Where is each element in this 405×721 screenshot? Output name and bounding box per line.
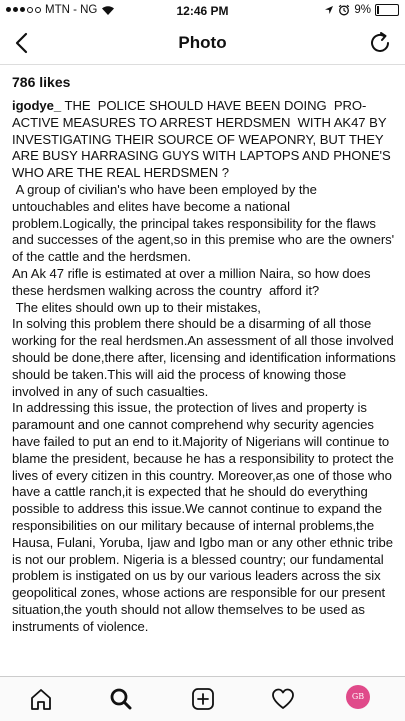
refresh-icon[interactable] bbox=[367, 30, 393, 56]
battery-icon bbox=[375, 4, 399, 16]
status-right bbox=[324, 4, 399, 16]
caption-username[interactable]: igodye_ bbox=[12, 98, 62, 113]
battery-level bbox=[377, 6, 379, 14]
alarm-icon bbox=[338, 4, 350, 16]
status-bar bbox=[0, 0, 405, 22]
likes-count[interactable]: 786 likes bbox=[12, 74, 71, 90]
profile-avatar[interactable]: GB bbox=[346, 685, 370, 709]
battery-percent: 9% bbox=[354, 4, 371, 16]
search-icon[interactable] bbox=[108, 686, 134, 712]
tab-bar bbox=[0, 676, 405, 721]
carrier-label: MTN - NG bbox=[45, 4, 98, 16]
caption-text: THE POLICE SHOULD HAVE BEEN DOING PRO-ACTIVE MEASURES TO ARREST HERDSMEN WITH AK47 BY INVESTIGATING THEIR SOURCE OF WEAPONRY, BUT THEY ARE BUSY HARRASING GUYS WITH LAPTOPS AND PHONE'S WHO ARE THE REAL HERDSMEN ? A group of civilian's who have been employed by the untouchables and elites have become a national problem.Logically, the principal takes responsibility for the flaws and successes of the agent,so in this premise who are the owners' of the cattle and the herdsmen. An Ak 47 rifle is estimated at over a million Naira, so how does these herdsmen walking across the country afford it? The elites should own up to their mistakes, In solving this problem there should be a disarming of all those working for the real herdsmen.An assessment of all those involved should be done,there after, licensing and identification informations should be taken.This will aid the process of knowing those involved in any of such casualties. In addressing this issue, the protection of lives and property is paramount and one cannot comprehend why security agencies have failed to put an end to it.Majority of Nigerians will continue to blame the president, because he has a responsibility to protect the lives of every citizen in this country. Moreover,as one of those who have a cattle ranch,it is expected that he should do everything possible to address this issue.We cannot continue to expand the responsibilities on our military because of internal problems,the Hausa, Fulani, Yoruba, Ijaw and Igbo man or any other ethnic tribe is not our problem. Nigeria is a blessed country; our fundamental problem is instigated on us by our various leaders across the six geopolitical zones, whose actions are responsible for our present situation,the youth should not allow themselves to be used as instruments of violence. bbox=[12, 98, 396, 634]
location-arrow-icon bbox=[324, 5, 334, 15]
add-post-icon[interactable] bbox=[190, 686, 216, 712]
status-time: 12:46 PM bbox=[176, 4, 229, 18]
heart-icon[interactable] bbox=[270, 686, 296, 712]
home-icon[interactable] bbox=[28, 686, 54, 712]
page-title: Photo bbox=[178, 33, 227, 52]
post-caption bbox=[12, 98, 397, 636]
nav-bar bbox=[0, 22, 405, 65]
